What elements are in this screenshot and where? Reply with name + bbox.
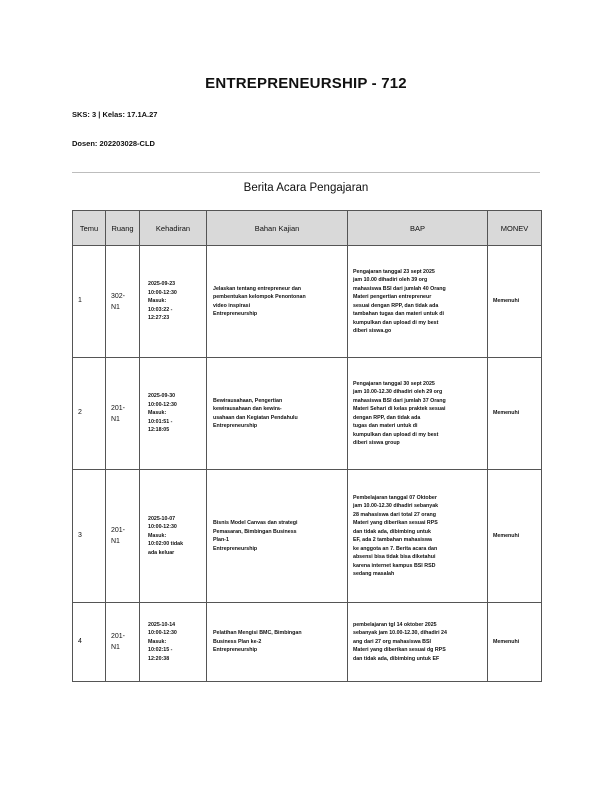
cell-kehadiran: 2025-10-14 10:00-12:30 Masuk: 10:02:15 - 12:20:38: [140, 603, 207, 682]
cell-bahan-kajian: Jelaskan tentang entrepreneur dan pembentukan kelompok Penontonan video inspirasi Entrepreneurship: [207, 246, 348, 358]
cell-bap: pembelajaran tgl 14 oktober 2025 sebanyak jam 10.00-12.30, dihadiri 24 ang dari 27 org mahasiswa BSI Materi yang diberikan sesuai dg RPS dan tidak ada, dibimbing untuk EF: [348, 603, 488, 682]
header-ruang: Ruang: [106, 211, 140, 246]
document-title: ENTREPRENEURSHIP - 712: [205, 75, 407, 92]
cell-bap: Pembelajaran tanggal 07 Oktober jam 10.00-12.30 dihadiri sebanyak 28 mahasiswa dari total 27 orang Materi yang diberikan sesuai RPS dan tidak ada, dibimbing untuk EF, ada 2 tambahan mahasiswa ke anggota an 7. Berita acara dan absensi bisa tidak bisa diketahui karena internet kampus BSI RSD sedang masalah: [348, 470, 488, 603]
table-header-row: [73, 211, 542, 246]
cell-monev: Memenuhi: [488, 358, 542, 470]
teaching-record-table: [72, 210, 542, 682]
cell-kehadiran: 2025-10-07 10:00-12:30 Masuk: 10:02:00 tidak ada keluar: [140, 470, 207, 603]
cell-temu: 2: [73, 358, 106, 470]
header-monev: MONEV: [488, 211, 542, 246]
lecturer-info: Dosen: 202203028-CLD: [72, 139, 155, 148]
cell-bahan-kajian: Bewirausahaan, Pengertian kewirausahaan dan kewira- usahaan dan Kegiatan Pendahulu Entrepreneurship: [207, 358, 348, 470]
cell-ruang: 201- N1: [106, 470, 140, 603]
sks-class-info: SKS: 3 | Kelas: 17.1A.27: [72, 110, 158, 119]
cell-kehadiran: 2025-09-30 10:00-12:30 Masuk: 10:01:51 - 12:18:05: [140, 358, 207, 470]
cell-monev: Memenuhi: [488, 603, 542, 682]
cell-ruang: 201- N1: [106, 358, 140, 470]
cell-bap: Pengajaran tanggal 30 sept 2025 jam 10.00-12.30 dihadiri oleh 29 org mahasiswa BSI dari jumlah 37 Orang Materi Sehari di kelas praktek sesuai dengan RPP, dan tidak ada tugas dan materi untuk di kumpulkan dan upload di my best diberi siswa group: [348, 358, 488, 470]
cell-kehadiran: 2025-09-23 10:00-12:30 Masuk: 10:03:22 - 12:27:23: [140, 246, 207, 358]
cell-temu: 4: [73, 603, 106, 682]
cell-bahan-kajian: Pelatihan Mengisi BMC, Bimbingan Business Plan ke-2 Entrepreneurship: [207, 603, 348, 682]
cell-ruang: 302- N1: [106, 246, 140, 358]
divider: [72, 172, 540, 173]
table-row: [73, 246, 542, 358]
header-temu: Temu: [73, 211, 106, 246]
cell-bahan-kajian: Bisnis Model Canvas dan strategi Pemasaran, Bimbingan Business Plan-1 Entrepreneurship: [207, 470, 348, 603]
header-bap: BAP: [348, 211, 488, 246]
header-bahan-kajian: Bahan Kajian: [207, 211, 348, 246]
cell-monev: Memenuhi: [488, 246, 542, 358]
cell-temu: 1: [73, 246, 106, 358]
cell-bap: Pengajaran tanggal 23 sept 2025 jam 10.00 dihadiri oleh 39 org mahasiswa BSI dari jumlah 40 Orang Materi pengertian entrepreneur sesuai dengan RPP, dan tidak ada tambahan tugas dan materi untuk di kumpulkan dan upload di my best diberi siswa.go: [348, 246, 488, 358]
cell-temu: 3: [73, 470, 106, 603]
cell-ruang: 201- N1: [106, 603, 140, 682]
table-row: [73, 358, 542, 470]
section-title: Berita Acara Pengajaran: [243, 182, 369, 194]
table-row: [73, 603, 542, 682]
table-row: [73, 470, 542, 603]
cell-monev: Memenuhi: [488, 470, 542, 603]
header-kehadiran: Kehadiran: [140, 211, 207, 246]
